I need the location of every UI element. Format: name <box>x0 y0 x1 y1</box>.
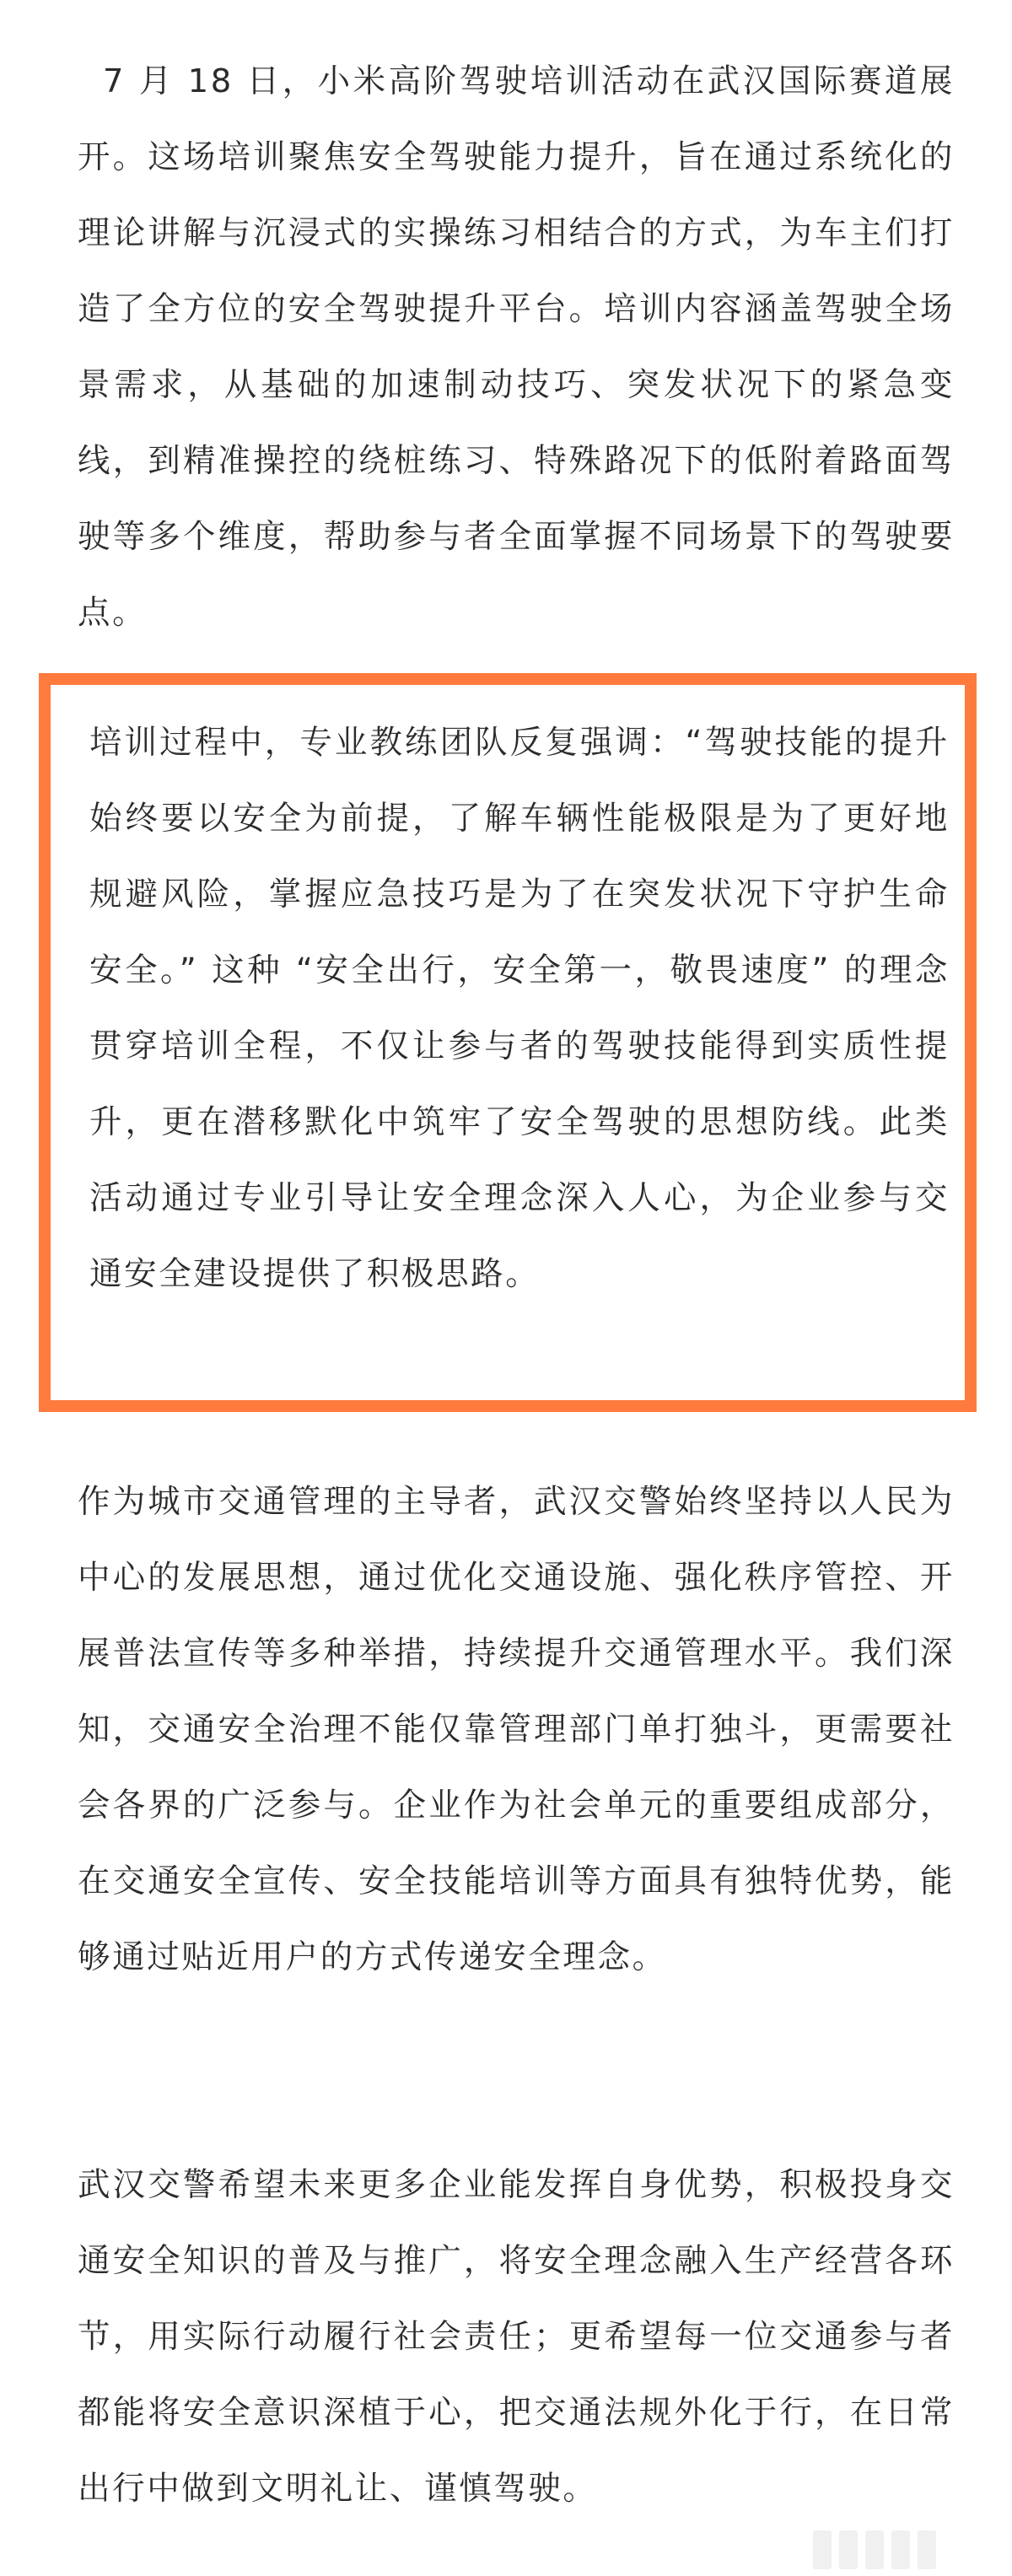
highlighted-quote-box <box>39 673 977 1412</box>
article-paragraph-2: 培训过程中，专业教练团队反复强调：“驾驶技能的提升始终要以安全为前提，了解车辆性能极限是为了更好地规避风险，掌握应急技巧是为了在突发状况下守护生命安全。” 这种 “安全出行，安全第一，敬畏速度” 的理念贯穿培训全程，不仅让参与者的驾驶技能得到实质性提升，更在潜移默化中筑牢了安全驾驶的思想防线。此类活动通过专业引导让安全理念深入人心，为企业参与交通安全建设提供了积极思路。 <box>89 724 950 1293</box>
watermark-bar <box>865 2530 884 2569</box>
watermark-bar <box>918 2530 936 2569</box>
watermark-logo <box>813 2530 936 2569</box>
watermark-bar <box>813 2530 832 2569</box>
article-paragraph-1: 7 月 18 日，小米高阶驾驶培训活动在武汉国际赛道展开。这场培训聚焦安全驾驶能力提升，旨在通过系统化的理论讲解与沉浸式的实操练习相结合的方式，为车主们打造了全方位的安全驾驶提升平台。培训内容涵盖驾驶全场景需求，从基础的加速制动技巧、突发状况下的紧急变线，到精准操控的绕桩练习、特殊路况下的低附着路面驾驶等多个维度，帮助参与者全面掌握不同场景下的驾驶要点。 <box>78 62 955 632</box>
article-paragraph-4: 武汉交警希望未来更多企业能发挥自身优势，积极投身交通安全知识的普及与推广，将安全理念融入生产经营各环节，用实际行动履行社会责任；更希望每一位交通参与者都能将安全意识深植于心，把交通法规外化于行，在日常出行中做到文明礼让、谨慎驾驶。 <box>78 2166 955 2508</box>
watermark-bar <box>839 2530 858 2569</box>
watermark-bar <box>891 2530 910 2569</box>
article-paragraph-3: 作为城市交通管理的主导者，武汉交警始终坚持以人民为中心的发展思想，通过优化交通设施、强化秩序管控、开展普法宣传等多种举措，持续提升交通管理水平。我们深知，交通安全治理不能仅靠管理部门单打独斗，更需要社会各界的广泛参与。企业作为社会单元的重要组成部分，在交通安全宣传、安全技能培训等方面具有独特优势，能够通过贴近用户的方式传递安全理念。 <box>78 1483 955 1976</box>
